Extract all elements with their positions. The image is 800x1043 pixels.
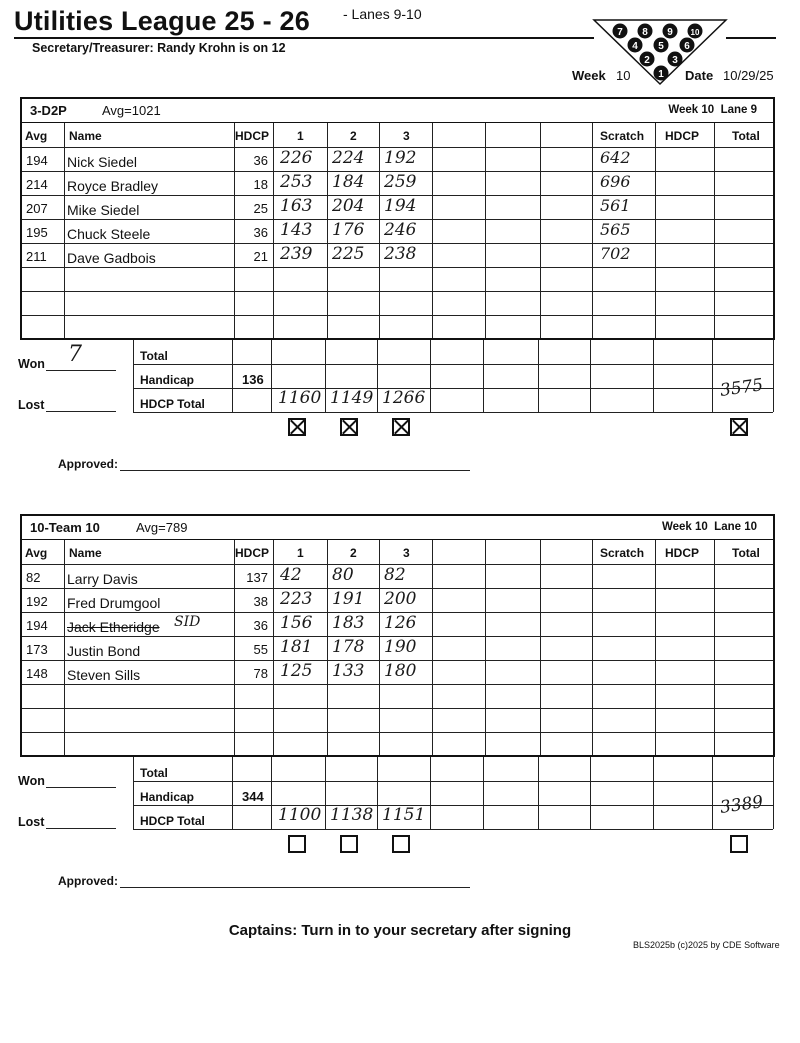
summary-label-hdcp_total: HDCP Total bbox=[140, 814, 205, 828]
grid-column-divider bbox=[273, 540, 274, 755]
week-value: 10 bbox=[616, 68, 631, 83]
scratch-total: 702 bbox=[600, 244, 631, 263]
scratch-total: 561 bbox=[600, 196, 631, 215]
game-g3-score: 238 bbox=[384, 244, 417, 264]
grid-column-divider bbox=[327, 540, 328, 755]
summary-column-divider bbox=[538, 757, 539, 829]
hdcp-grand-total: 3389 bbox=[718, 792, 765, 818]
summary-label-handicap: Handicap bbox=[140, 790, 195, 804]
column-header-hdcp: HDCP bbox=[235, 129, 270, 143]
team1-week-lane bbox=[668, 104, 757, 116]
week-label: Week bbox=[572, 68, 606, 83]
column-header-g2: 2 bbox=[350, 546, 357, 560]
summary-row-divider bbox=[133, 364, 773, 365]
team1-summary bbox=[20, 340, 775, 490]
team2-lane: Lane 10 bbox=[714, 521, 757, 533]
summary-label-hdcp_total: HDCP Total bbox=[140, 397, 205, 411]
team2-summary bbox=[20, 757, 775, 907]
summary-column-divider bbox=[773, 340, 774, 412]
player-avg: 82 bbox=[26, 570, 41, 585]
column-header-avg: Avg bbox=[25, 546, 48, 560]
player-hdcp: 36 bbox=[253, 153, 268, 168]
summary-column-divider bbox=[133, 340, 134, 412]
player-hdcp: 36 bbox=[253, 618, 268, 633]
grid-row-divider bbox=[22, 267, 773, 268]
grid-column-divider bbox=[592, 540, 593, 755]
grid-column-divider bbox=[592, 123, 593, 338]
game-1-win-checkbox[interactable] bbox=[288, 835, 306, 853]
summary-label-total: Total bbox=[140, 349, 168, 363]
game-g2-score: 133 bbox=[332, 661, 365, 681]
column-header-name: Name bbox=[69, 129, 102, 143]
team1-lane: Lane 9 bbox=[720, 104, 757, 116]
won-field[interactable] bbox=[46, 787, 116, 788]
hdcp-total-g3: 1266 bbox=[382, 388, 426, 408]
hdcp-total-g3: 1151 bbox=[382, 805, 426, 825]
game-g1-score: 42 bbox=[280, 565, 302, 585]
grid-column-divider bbox=[327, 123, 328, 338]
game-g1-score: 143 bbox=[280, 220, 313, 240]
lost-label: Lost bbox=[18, 398, 45, 412]
approved-label: Approved: bbox=[58, 874, 118, 888]
game-g2-score: 204 bbox=[332, 196, 365, 216]
pin-label: 7 bbox=[617, 27, 623, 38]
summary-column-divider bbox=[232, 340, 233, 412]
pin-label: 10 bbox=[690, 28, 700, 37]
game-g2-score: 224 bbox=[332, 148, 365, 168]
pin-label: 5 bbox=[658, 41, 664, 52]
player-hdcp: 21 bbox=[253, 249, 268, 264]
date-label: Date bbox=[685, 68, 714, 83]
player-avg: 194 bbox=[26, 618, 48, 633]
player-hdcp: 18 bbox=[253, 177, 268, 192]
grid-column-divider bbox=[485, 540, 486, 755]
grid-column-divider bbox=[64, 540, 65, 755]
player-hdcp: 36 bbox=[253, 225, 268, 240]
player-hdcp: 25 bbox=[253, 201, 268, 216]
game-g3-score: 126 bbox=[384, 613, 417, 633]
game-2-win-checkbox[interactable] bbox=[340, 835, 358, 853]
game-g2-score: 176 bbox=[332, 220, 365, 240]
column-header-scratch: Scratch bbox=[600, 129, 645, 143]
game-g2-score: 178 bbox=[332, 637, 365, 657]
column-header-g1: 1 bbox=[297, 129, 304, 143]
player-name: Nick Siedel bbox=[67, 154, 138, 170]
summary-column-divider bbox=[538, 340, 539, 412]
team-handicap-value: 136 bbox=[242, 372, 264, 387]
approved-signature-field[interactable] bbox=[120, 887, 470, 888]
series-win-checkbox[interactable] bbox=[730, 835, 748, 853]
team1-name: 3-D2P bbox=[30, 103, 67, 118]
game-g3-score: 194 bbox=[384, 196, 417, 216]
game-3-win-checkbox[interactable] bbox=[392, 835, 410, 853]
summary-column-divider bbox=[377, 757, 378, 829]
summary-label-handicap: Handicap bbox=[140, 373, 195, 387]
player-avg: 173 bbox=[26, 642, 48, 657]
summary-column-divider bbox=[325, 757, 326, 829]
lost-field[interactable] bbox=[46, 828, 116, 829]
grid-column-divider bbox=[432, 540, 433, 755]
grid-column-divider bbox=[714, 123, 715, 338]
approved-signature-field[interactable] bbox=[120, 470, 470, 471]
column-header-name: Name bbox=[69, 546, 102, 560]
player-name: Steven Sills bbox=[67, 667, 141, 683]
title-underline-right bbox=[726, 37, 776, 39]
grid-column-divider bbox=[379, 540, 380, 755]
player-avg: 211 bbox=[26, 249, 47, 264]
game-g3-score: 200 bbox=[384, 589, 417, 609]
secretary-note: Secretary/Treasurer: Randy Krohn is on 12 bbox=[32, 41, 286, 55]
game-g1-score: 223 bbox=[280, 589, 313, 609]
summary-column-divider bbox=[653, 757, 654, 829]
team2-week-lane bbox=[662, 521, 757, 533]
grid-column-divider bbox=[379, 123, 380, 338]
lost-field[interactable] bbox=[46, 411, 116, 412]
player-avg: 148 bbox=[26, 666, 48, 681]
team2-week: Week 10 bbox=[661, 521, 708, 533]
game-g1-score: 253 bbox=[280, 172, 313, 192]
summary-column-divider bbox=[712, 340, 713, 412]
summary-column-divider bbox=[325, 340, 326, 412]
summary-row-divider bbox=[133, 412, 773, 413]
player-hdcp: 137 bbox=[246, 570, 268, 585]
column-header-g3: 3 bbox=[403, 129, 410, 143]
summary-label-total: Total bbox=[140, 766, 168, 780]
column-header-hdcp2: HDCP bbox=[665, 129, 700, 143]
game-g3-score: 190 bbox=[384, 637, 417, 657]
summary-column-divider bbox=[483, 757, 484, 829]
player-name: Royce Bradley bbox=[67, 178, 159, 194]
summary-row-divider bbox=[133, 388, 773, 389]
grid-column-divider bbox=[714, 540, 715, 755]
game-3-win-checkbox[interactable] bbox=[392, 418, 410, 436]
grid-row-divider bbox=[22, 708, 773, 709]
scratch-total: 696 bbox=[600, 172, 631, 191]
hdcp-total-g2: 1149 bbox=[330, 388, 374, 408]
grid-column-divider bbox=[540, 540, 541, 755]
player-avg: 192 bbox=[26, 594, 48, 609]
player-hdcp: 55 bbox=[253, 642, 268, 657]
grid-column-divider bbox=[655, 123, 656, 338]
grid-row-divider bbox=[22, 315, 773, 316]
won-label: Won bbox=[18, 774, 45, 788]
game-g3-score: 259 bbox=[384, 172, 417, 192]
game-2-win-checkbox[interactable] bbox=[340, 418, 358, 436]
game-g1-score: 156 bbox=[280, 613, 313, 633]
game-g2-score: 183 bbox=[332, 613, 365, 633]
player-avg: 207 bbox=[26, 201, 48, 216]
grid-column-divider bbox=[540, 123, 541, 338]
column-header-g2: 2 bbox=[350, 129, 357, 143]
team2-name: 10-Team 10 bbox=[30, 520, 100, 535]
pin-label: 3 bbox=[672, 55, 678, 66]
player-name: Mike Siedel bbox=[67, 202, 140, 218]
game-g1-score: 239 bbox=[280, 244, 313, 264]
substitute-mark: SID bbox=[174, 614, 201, 630]
grid-column-divider bbox=[64, 123, 65, 338]
hdcp-grand-total: 3575 bbox=[718, 375, 765, 401]
game-g1-score: 181 bbox=[280, 637, 313, 657]
player-name: Dave Gadbois bbox=[67, 250, 156, 266]
summary-column-divider bbox=[712, 757, 713, 829]
date-value: 10/29/25 bbox=[723, 68, 774, 83]
game-g1-score: 163 bbox=[280, 196, 313, 216]
game-g1-score: 226 bbox=[280, 148, 313, 168]
lost-label: Lost bbox=[18, 815, 45, 829]
pin-label: 6 bbox=[684, 41, 690, 52]
lanes-label: - Lanes 9-10 bbox=[343, 6, 422, 22]
summary-column-divider bbox=[271, 757, 272, 829]
won-field[interactable] bbox=[46, 370, 116, 371]
game-g2-score: 80 bbox=[332, 565, 354, 585]
summary-column-divider bbox=[590, 757, 591, 829]
summary-column-divider bbox=[232, 757, 233, 829]
summary-column-divider bbox=[483, 340, 484, 412]
pin-label: 4 bbox=[632, 41, 638, 52]
summary-column-divider bbox=[773, 757, 774, 829]
summary-column-divider bbox=[430, 340, 431, 412]
player-avg: 194 bbox=[26, 153, 48, 168]
won-label: Won bbox=[18, 357, 45, 371]
grid-column-divider bbox=[485, 123, 486, 338]
grid-column-divider bbox=[432, 123, 433, 338]
column-header-total: Total bbox=[732, 546, 760, 560]
summary-column-divider bbox=[271, 340, 272, 412]
player-name: Jack Etheridge bbox=[67, 619, 160, 635]
column-header-scratch: Scratch bbox=[600, 546, 645, 560]
pin-label: 1 bbox=[658, 69, 664, 80]
summary-column-divider bbox=[430, 757, 431, 829]
team-handicap-value: 344 bbox=[242, 789, 264, 804]
hdcp-total-g2: 1138 bbox=[330, 805, 374, 825]
column-header-total: Total bbox=[732, 129, 760, 143]
team2-header bbox=[22, 516, 773, 540]
grid-row-divider bbox=[22, 684, 773, 685]
pin-label: 2 bbox=[644, 55, 650, 66]
game-g3-score: 180 bbox=[384, 661, 417, 681]
captains-instruction: Captains: Turn in to your secretary after signing bbox=[228, 922, 572, 939]
summary-row-divider bbox=[133, 805, 773, 806]
summary-column-divider bbox=[653, 340, 654, 412]
league-title: Utilities League 25 - 26 bbox=[14, 6, 310, 36]
pin-label: 8 bbox=[642, 27, 648, 38]
column-header-g1: 1 bbox=[297, 546, 304, 560]
team1-scoresheet bbox=[20, 97, 775, 340]
summary-column-divider bbox=[590, 340, 591, 412]
game-g3-score: 246 bbox=[384, 220, 417, 240]
hdcp-total-g1: 1160 bbox=[278, 388, 322, 408]
title-underline bbox=[14, 37, 594, 39]
game-g2-score: 184 bbox=[332, 172, 365, 192]
pin-label: 9 bbox=[667, 27, 673, 38]
series-win-checkbox[interactable] bbox=[730, 418, 748, 436]
player-name: Chuck Steele bbox=[67, 226, 151, 242]
game-g1-score: 125 bbox=[280, 661, 313, 681]
player-name: Justin Bond bbox=[67, 643, 141, 659]
summary-row-divider bbox=[133, 781, 773, 782]
hdcp-total-g1: 1100 bbox=[278, 805, 322, 825]
game-g2-score: 191 bbox=[332, 589, 365, 609]
player-hdcp: 38 bbox=[253, 594, 268, 609]
team1-week: Week 10 bbox=[668, 104, 715, 116]
approved-label: Approved: bbox=[58, 457, 118, 471]
column-header-hdcp: HDCP bbox=[235, 546, 270, 560]
scratch-total: 642 bbox=[600, 148, 631, 167]
column-header-avg: Avg bbox=[25, 129, 48, 143]
player-hdcp: 78 bbox=[253, 666, 268, 681]
team2-scoresheet bbox=[20, 514, 775, 757]
grid-column-divider bbox=[273, 123, 274, 338]
copyright-note: BLS2025b (c)2025 by CDE Software bbox=[633, 940, 780, 950]
team2-avg: Avg=789 bbox=[136, 520, 188, 535]
game-g3-score: 82 bbox=[384, 565, 406, 585]
grid-row-divider bbox=[22, 291, 773, 292]
player-name: Larry Davis bbox=[67, 571, 138, 587]
summary-column-divider bbox=[377, 340, 378, 412]
grid-column-divider bbox=[655, 540, 656, 755]
game-1-win-checkbox[interactable] bbox=[288, 418, 306, 436]
won-value: 7 bbox=[68, 342, 82, 367]
player-name: Fred Drumgool bbox=[67, 595, 161, 611]
game-g2-score: 225 bbox=[332, 244, 365, 264]
player-avg: 195 bbox=[26, 225, 48, 240]
summary-column-divider bbox=[133, 757, 134, 829]
grid-row-divider bbox=[22, 732, 773, 733]
column-header-g3: 3 bbox=[403, 546, 410, 560]
scratch-total: 565 bbox=[600, 220, 631, 239]
player-avg: 214 bbox=[26, 177, 48, 192]
team1-avg: Avg=1021 bbox=[102, 103, 161, 118]
summary-row-divider bbox=[133, 829, 773, 830]
column-header-hdcp2: HDCP bbox=[665, 546, 700, 560]
team1-header bbox=[22, 99, 773, 123]
game-g3-score: 192 bbox=[384, 148, 417, 168]
